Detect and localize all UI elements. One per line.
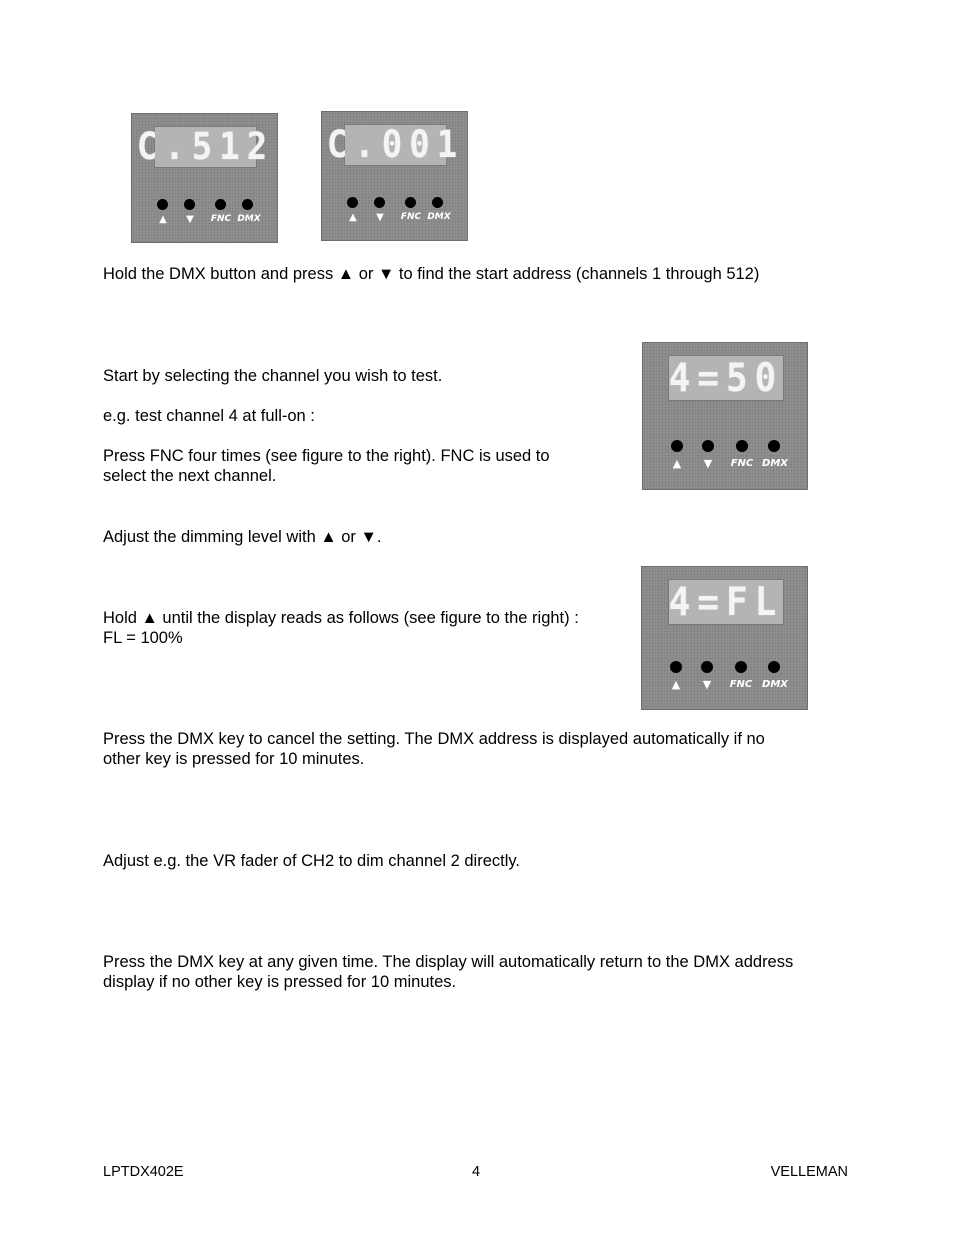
- fnc-button: [215, 199, 226, 210]
- up-button: [670, 661, 682, 673]
- down-arrow-icon: ▼: [376, 212, 384, 223]
- down-arrow-icon: ▼: [702, 678, 712, 691]
- dmx-panel-figure-1: [131, 113, 278, 243]
- fnc-button: [405, 197, 416, 208]
- fnc-label: FNC: [730, 458, 754, 469]
- footer-model: LPTDX402E: [103, 1164, 184, 1180]
- up-button: [347, 197, 358, 208]
- paragraph-hold-up-line2: FL = 100%: [103, 629, 183, 647]
- up-arrow-icon: ▲: [349, 212, 357, 223]
- fnc-label: FNC: [400, 212, 422, 222]
- dmx-label: DMX: [427, 212, 451, 222]
- footer-page-number: 4: [472, 1164, 481, 1180]
- footer-brand: VELLEMAN: [770, 1164, 848, 1180]
- dmx-button: [768, 661, 780, 673]
- up-arrow-icon: ▲: [159, 214, 167, 225]
- dmx-label: DMX: [762, 458, 788, 469]
- dmx-button: [768, 440, 780, 452]
- fnc-button: [736, 440, 748, 452]
- led-display: [668, 579, 784, 625]
- display-readout: 4=50: [668, 355, 784, 401]
- down-button: [702, 440, 714, 452]
- down-button: [184, 199, 195, 210]
- dmx-button: [242, 199, 253, 210]
- paragraph-press-fnc-line2: select the next channel.: [103, 467, 277, 485]
- paragraph-cancel-line1: Press the DMX key to cancel the setting. The DMX address is displayed automatically if no: [103, 730, 765, 748]
- dmx-label: DMX: [762, 679, 788, 690]
- paragraph-cancel-line2: other key is pressed for 10 minutes.: [103, 750, 365, 768]
- fnc-label: FNC: [729, 679, 753, 690]
- led-display: [136, 125, 275, 169]
- down-arrow-icon: ▼: [186, 214, 194, 225]
- led-display: [326, 123, 465, 167]
- display-readout: 4=FL: [668, 579, 784, 625]
- up-arrow-icon: ▲: [671, 678, 681, 691]
- dmx-panel-figure-2: [321, 111, 468, 241]
- dmx-button: [432, 197, 443, 208]
- paragraph-example: e.g. test channel 4 at full-on :: [103, 407, 315, 425]
- paragraph-adjust-dimming: Adjust the dimming level with ▲ or ▼.: [103, 528, 382, 546]
- paragraph-dmx-key-line1: Press the DMX key at any given time. The display will automatically return to the DMX address: [103, 953, 794, 971]
- led-display: [668, 355, 784, 401]
- display-readout: C.512: [136, 125, 275, 169]
- up-arrow-icon: ▲: [672, 457, 682, 470]
- paragraph-dmx-key-line2: display if no other key is pressed for 10 minutes.: [103, 973, 457, 991]
- dmx-label: DMX: [237, 214, 261, 224]
- fnc-button: [735, 661, 747, 673]
- fnc-label: FNC: [210, 214, 232, 224]
- paragraph-start-address: Hold the DMX button and press ▲ or ▼ to find the start address (channels 1 through 512): [103, 265, 760, 283]
- display-readout: C.001: [326, 123, 465, 167]
- paragraph-hold-up-line1: Hold ▲ until the display reads as follows (see figure to the right) :: [103, 609, 579, 627]
- up-button: [671, 440, 683, 452]
- paragraph-select-channel: Start by selecting the channel you wish to test.: [103, 367, 443, 385]
- paragraph-vr-fader: Adjust e.g. the VR fader of CH2 to dim channel 2 directly.: [103, 852, 520, 870]
- dmx-panel-figure-4: [641, 566, 808, 710]
- down-arrow-icon: ▼: [703, 457, 713, 470]
- up-button: [157, 199, 168, 210]
- down-button: [701, 661, 713, 673]
- down-button: [374, 197, 385, 208]
- paragraph-press-fnc-line1: Press FNC four times (see figure to the right). FNC is used to: [103, 447, 550, 465]
- dmx-panel-figure-3: [642, 342, 808, 490]
